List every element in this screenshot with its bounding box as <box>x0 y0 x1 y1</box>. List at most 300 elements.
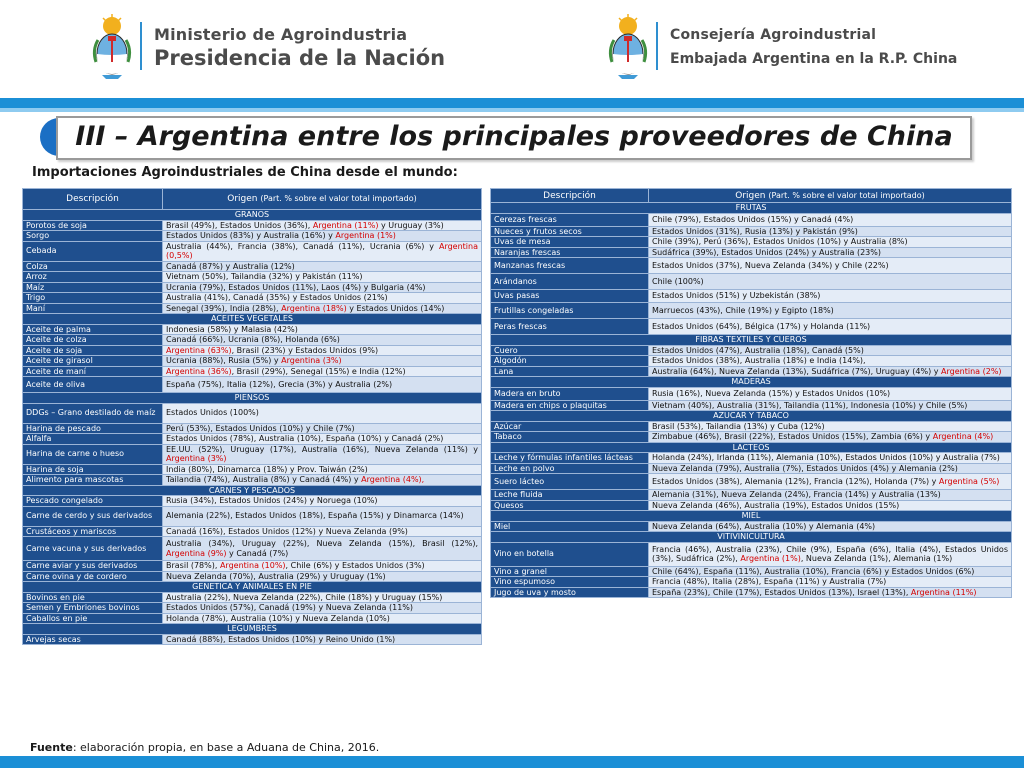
origin-cell <box>163 261 482 272</box>
origin-cell <box>163 324 482 335</box>
argentina-share: Argentina (5%) <box>938 476 1000 486</box>
argentina-share: Argentina (36%) <box>166 366 232 376</box>
origin-text: Marruecos (43%), Chile (19%) y Egipto (18%) <box>652 305 834 315</box>
origin-cell <box>163 403 482 423</box>
origin-cell <box>649 237 1012 248</box>
source-footnote <box>30 741 379 754</box>
product-cell: Lana <box>491 366 649 377</box>
product-cell: Jugo de uva y mosto <box>491 587 649 598</box>
product-cell: Alfalfa <box>23 434 163 445</box>
table-row <box>491 237 1012 248</box>
section-title: LEGUMBRES <box>23 624 482 635</box>
origin-text: España (23%), Chile (17%), Estados Unidos (13%), Israel (13%), <box>652 587 911 597</box>
origin-text: Estados Unidos (51%) y Uzbekistán (38%) <box>652 291 821 301</box>
product-cell: Harina de pescado <box>23 423 163 434</box>
product-cell: Vino en botella <box>491 542 649 566</box>
origin-cell <box>163 464 482 475</box>
origin-text: Nueva Zelanda (79%), Australia (7%), Estados Unidos (4%) y Alemania (2%) <box>652 463 958 473</box>
product-cell: Miel <box>491 521 649 532</box>
origin-text: Brasil (49%), Estados Unidos (36%), <box>166 220 313 230</box>
product-cell: Maní <box>23 303 163 314</box>
origin-cell <box>163 634 482 645</box>
table-row <box>23 282 482 293</box>
origin-text: Australia (34%), Uruguay (22%), Nueva Zelanda (15%), Brasil (12%), <box>166 539 478 548</box>
origin-header-note: (Part. % sobre el valor total importado) <box>768 190 925 200</box>
table-row <box>491 421 1012 432</box>
section-title: FIBRAS TEXTILES Y CUEROS <box>491 335 1012 346</box>
origin-text: Nueva Zelanda (46%), Australia (19%), Estados Unidos (15%) <box>652 500 900 510</box>
product-cell: Aceite de colza <box>23 335 163 346</box>
origin-cell <box>649 474 1012 490</box>
origin-text: Australia (64%), Nueva Zelanda (13%), Sudáfrica (7%), Uruguay (4%) y <box>652 366 942 376</box>
section-header <box>491 335 1012 346</box>
product-cell: Trigo <box>23 293 163 304</box>
product-cell: Semen y Embriones bovinos <box>23 603 163 614</box>
argentina-share: Argentina (4%), <box>361 475 425 484</box>
blue-band <box>0 98 1024 108</box>
origin-text: Zimbabue (46%), Brasil (22%), Estados Unidos (15%), Zambia (6%) y <box>652 432 933 441</box>
origin-cell <box>649 290 1012 303</box>
section-title: ACEITES VEGETALES <box>23 314 482 325</box>
section-header <box>23 314 482 325</box>
table-row <box>491 319 1012 335</box>
section-header <box>491 442 1012 453</box>
table-row <box>491 274 1012 290</box>
product-cell: Cerezas frescas <box>491 213 649 226</box>
origin-cell <box>163 272 482 283</box>
product-cell: Frutillas congeladas <box>491 303 649 319</box>
desc-header <box>491 189 649 203</box>
origin-text: Holanda (78%), Australia (10%) y Nueva Zelanda (10%) <box>166 613 390 623</box>
origin-cell <box>163 444 482 464</box>
origin-cell <box>163 613 482 624</box>
origin-text: , Brasil (29%), Senegal (15%) e India (12%) <box>231 366 406 376</box>
bottom-band <box>0 756 1024 768</box>
table-row <box>491 213 1012 226</box>
divider <box>140 22 142 70</box>
product-cell: Arvejas secas <box>23 634 163 645</box>
table-row <box>23 444 482 464</box>
origin-header <box>163 189 482 210</box>
product-cell: Azúcar <box>491 421 649 432</box>
product-cell: Quesos <box>491 500 649 511</box>
product-cell: Cuero <box>491 345 649 356</box>
origin-text: Alemania (22%), Estados Unidos (18%), España (15%) y Dinamarca (14%) <box>166 511 464 521</box>
table-row <box>23 526 482 537</box>
origin-text: , Nueva Zelanda (1%), Alemania (1%) <box>800 554 953 563</box>
origin-text: Rusia (16%), Nueva Zelanda (15%) y Estados Unidos (10%) <box>652 388 891 398</box>
origin-cell <box>649 521 1012 532</box>
origin-text: Estados Unidos (47%), Australia (18%), Canadá (5%) <box>652 345 864 355</box>
product-cell: DDGs – Grano destilado de maíz <box>23 403 163 423</box>
section-title: PIENSOS <box>23 393 482 404</box>
argentina-coat-of-arms-icon <box>606 14 650 80</box>
section-header <box>23 393 482 404</box>
table-row <box>491 500 1012 511</box>
table-row <box>491 366 1012 377</box>
argentina-share: Argentina (3%) <box>166 454 227 463</box>
table-row <box>23 561 482 572</box>
argentina-share: Argentina (2%) <box>941 366 1002 376</box>
origin-text: Chile (79%), Estados Unidos (15%) y Canadá (4%) <box>652 214 854 224</box>
table-row <box>491 474 1012 490</box>
origin-header-note: (Part. % sobre el valor total importado) <box>260 194 417 203</box>
table-row <box>491 453 1012 464</box>
section-header <box>491 203 1012 214</box>
origin-cell <box>649 303 1012 319</box>
desc-header-label: Descripción <box>543 190 596 201</box>
product-cell: Nueces y frutos secos <box>491 226 649 237</box>
table-row <box>491 290 1012 303</box>
origin-cell <box>649 213 1012 226</box>
origin-cell <box>649 258 1012 274</box>
origin-cell <box>163 423 482 434</box>
origin-text: EE.UU. (52%), Uruguay (17%), Australia (16%), Nueva Zelanda (11%) y <box>166 444 478 454</box>
argentina-share: Argentina (3%) <box>281 356 342 365</box>
section-header <box>23 624 482 635</box>
origin-text: Estados Unidos (83%) y Australia (16%) y <box>166 231 336 240</box>
source-text: : elaboración propia, en base a Aduana de China, 2016. <box>72 741 380 754</box>
product-cell: Aceite de girasol <box>23 356 163 367</box>
table-row <box>491 463 1012 474</box>
section-header <box>491 532 1012 543</box>
origin-text: Brasil (78%), <box>166 561 220 570</box>
origin-cell <box>163 571 482 582</box>
origin-cell <box>649 319 1012 335</box>
section-header <box>491 411 1012 422</box>
origin-text: Francia (48%), Italia (28%), España (11%) y Australia (7%) <box>652 577 887 586</box>
table-row <box>23 464 482 475</box>
origin-cell <box>163 220 482 231</box>
product-cell: Bovinos en pie <box>23 592 163 603</box>
origin-cell <box>163 475 482 486</box>
origin-text: Canadá (88%), Estados Unidos (10%) y Reino Unido (1%) <box>166 634 396 644</box>
product-cell: Crustáceos y mariscos <box>23 526 163 537</box>
origin-text: Estados Unidos (57%), Canadá (19%) y Nueva Zelanda (11%) <box>166 603 414 612</box>
product-cell: Madera en bruto <box>491 387 649 400</box>
product-cell: Sorgo <box>23 231 163 242</box>
origin-text: Chile (39%), Perú (36%), Estados Unidos (10%) y Australia (8%) <box>652 237 908 246</box>
table-row <box>23 475 482 486</box>
source-label: Fuente <box>30 741 73 754</box>
table-row <box>23 496 482 507</box>
origin-text: Nueva Zelanda (70%), Australia (29%) y Uruguay (1%) <box>166 571 386 581</box>
table-row <box>23 434 482 445</box>
table-row <box>491 521 1012 532</box>
origin-text: Ucrania (79%), Estados Unidos (11%), Laos (4%) y Bulgaria (4%) <box>166 282 426 292</box>
origin-text: y Estados Unidos (14%) <box>346 303 445 313</box>
table-row <box>491 587 1012 598</box>
origin-header <box>649 189 1012 203</box>
origin-cell <box>649 400 1012 411</box>
product-cell: Porotos de soja <box>23 220 163 231</box>
presidencia-line: Presidencia de la Nación <box>154 45 446 70</box>
product-cell: Manzanas frescas <box>491 258 649 274</box>
origin-cell <box>649 345 1012 356</box>
origin-cell <box>163 592 482 603</box>
origin-text: Sudáfrica (39%), Estados Unidos (24%) y Australia (23%) <box>652 247 881 257</box>
origin-text: Chile (100%) <box>652 276 704 286</box>
origin-text: Estados Unidos (64%), Bélgica (17%) y Holanda (11%) <box>652 321 871 331</box>
product-cell: Aceite de oliva <box>23 377 163 393</box>
section-title: MADERAS <box>491 377 1012 388</box>
table-row <box>23 293 482 304</box>
origin-text: Canadá (16%), Estados Unidos (12%) y Nueva Zelanda (9%) <box>166 526 408 536</box>
page-title: III – Argentina entre los principales proveedores de China <box>75 121 953 152</box>
table-row <box>491 387 1012 400</box>
table-row <box>23 261 482 272</box>
argentina-share: Argentina (0,5%) <box>166 241 478 260</box>
argentina-share: Argentina (10%) <box>219 561 286 570</box>
section-title: FRUTAS <box>491 203 1012 214</box>
argentina-share: Argentina (18%) <box>281 303 347 313</box>
desc-header-label: Descripción <box>66 194 119 204</box>
section-header <box>23 582 482 593</box>
table-row <box>23 423 482 434</box>
origin-cell <box>163 496 482 507</box>
origin-text: Estados Unidos (38%), Alemania (12%), Francia (12%), Holanda (7%) y <box>652 476 939 486</box>
divider <box>656 22 658 70</box>
origin-text: Holanda (24%), Irlanda (11%), Alemania (10%), Estados Unidos (10%) y Australia (7%) <box>652 453 1000 462</box>
origin-text: Ucrania (88%), Rusia (5%) y <box>166 356 282 365</box>
origin-text: Estados Unidos (78%), Australia (10%), España (10%) y Canadá (2%) <box>166 434 444 443</box>
table-row <box>491 226 1012 237</box>
table-row <box>23 366 482 377</box>
product-cell: Aceite de palma <box>23 324 163 335</box>
origin-text: Australia (22%), Nueva Zelanda (22%), Chile (18%) y Uruguay (15%) <box>166 592 443 602</box>
origin-cell <box>649 566 1012 577</box>
product-cell: Carne de cerdo y sus derivados <box>23 506 163 526</box>
argentina-share: Argentina (1%) <box>740 554 801 563</box>
origin-cell <box>649 421 1012 432</box>
origin-cell <box>649 226 1012 237</box>
product-cell: Colza <box>23 261 163 272</box>
product-cell: Vino a granel <box>491 566 649 577</box>
product-cell: Aceite de soja <box>23 345 163 356</box>
product-cell: Naranjas frescas <box>491 247 649 258</box>
argentina-share: Argentina (1%) <box>335 231 396 240</box>
table-row <box>23 356 482 367</box>
origin-text: Estados Unidos (37%), Nueva Zelanda (34%) y Chile (22%) <box>652 260 889 270</box>
product-cell: Arándanos <box>491 274 649 290</box>
table-row <box>23 220 482 231</box>
origin-text: , Chile (6%) y Estados Unidos (3%) <box>285 561 425 570</box>
product-cell: Leche en polvo <box>491 463 649 474</box>
ministerio-logo <box>90 14 445 80</box>
origin-cell <box>649 274 1012 290</box>
section-title: GRANOS <box>23 210 482 221</box>
right-imports-table <box>490 188 1012 598</box>
left-imports-table <box>22 188 482 645</box>
product-cell: Leche y fórmulas infantiles lácteas <box>491 453 649 464</box>
origin-text: Rusia (34%), Estados Unidos (24%) y Noruega (10%) <box>166 496 378 505</box>
origin-cell <box>163 303 482 314</box>
origin-header-label: Origen <box>735 190 766 201</box>
section-header <box>23 210 482 221</box>
origin-cell <box>163 356 482 367</box>
product-cell: Madera en chips o plaquitas <box>491 400 649 411</box>
origin-text: Estados Unidos (100%) <box>166 408 259 418</box>
table-row <box>491 258 1012 274</box>
product-cell: Maíz <box>23 282 163 293</box>
embajada-line: Embajada Argentina en la R.P. China <box>670 51 958 67</box>
product-cell: Tabaco <box>491 432 649 443</box>
origin-cell <box>649 587 1012 598</box>
table-row <box>23 377 482 393</box>
table-row <box>491 356 1012 367</box>
product-cell: Vino espumoso <box>491 577 649 588</box>
product-cell: Cebada <box>23 241 163 261</box>
origin-text: y Uruguay (3%) <box>378 220 444 230</box>
origin-cell <box>649 542 1012 566</box>
origin-header-label: Origen <box>227 194 258 204</box>
argentina-share: Argentina (9%) <box>166 548 227 558</box>
origin-cell <box>163 526 482 537</box>
origin-text: Indonesia (58%) y Malasia (42%) <box>166 324 298 334</box>
product-cell: Harina de carne o hueso <box>23 444 163 464</box>
product-cell: Carne vacuna y sus derivados <box>23 537 163 561</box>
origin-cell <box>163 561 482 572</box>
origin-text: Nueva Zelanda (64%), Australia (10%) y Alemania (4%) <box>652 521 876 531</box>
product-cell: Pescado congelado <box>23 496 163 507</box>
table-row <box>23 231 482 242</box>
origin-text: Estados Unidos (38%), Australia (18%) e India (14%), <box>652 356 866 365</box>
argentina-share: Argentina (4%) <box>932 432 994 441</box>
table-row <box>23 335 482 346</box>
table-row <box>23 403 482 423</box>
origin-cell <box>163 366 482 377</box>
origin-text: Senegal (39%), India (28%), <box>166 303 282 313</box>
section-title: AZUCAR Y TABACO <box>491 411 1012 422</box>
origin-text: Australia (44%), Francia (38%), Canadá (11%), Ucrania (6%) y <box>166 241 439 251</box>
origin-text: Vietnam (50%), Tailandia (32%) y Pakistán (11%) <box>166 272 363 281</box>
desc-header <box>23 189 163 210</box>
product-cell: Aceite de maní <box>23 366 163 377</box>
section-title: VITIVINICULTURA <box>491 532 1012 543</box>
table-row <box>491 247 1012 258</box>
product-cell: Carne ovina y de cordero <box>23 571 163 582</box>
origin-text: Alemania (31%), Nueva Zelanda (24%), Francia (14%) y Australia (13%) <box>652 490 941 499</box>
table-row <box>23 303 482 314</box>
origin-cell <box>163 345 482 356</box>
consejeria-logo <box>606 14 957 80</box>
product-cell: Carne aviar y sus derivados <box>23 561 163 572</box>
origin-cell <box>163 293 482 304</box>
origin-text: Chile (64%), España (11%), Australia (10%), Francia (6%) y Estados Unidos (6%) <box>652 566 975 576</box>
product-cell: Arroz <box>23 272 163 283</box>
origin-cell <box>649 247 1012 258</box>
title-box <box>56 116 972 160</box>
light-blue-band <box>0 108 1024 112</box>
table-row <box>23 272 482 283</box>
product-cell: Harina de soja <box>23 464 163 475</box>
argentina-share: Argentina (11%) <box>910 587 977 597</box>
product-cell: Peras frescas <box>491 319 649 335</box>
table-row <box>491 303 1012 319</box>
table-row <box>23 241 482 261</box>
origin-text: Perú (53%), Estados Unidos (10%) y Chile (7%) <box>166 423 355 433</box>
table-row <box>491 400 1012 411</box>
origin-text: y Canadá (7%) <box>226 548 289 558</box>
section-header <box>491 377 1012 388</box>
origin-text: India (80%), Dinamarca (18%) y Prov. Taiwán (2%) <box>166 464 368 474</box>
product-cell: Uvas pasas <box>491 290 649 303</box>
table-row <box>23 324 482 335</box>
origin-text: España (75%), Italia (12%), Grecia (3%) y Australia (2%) <box>166 379 393 389</box>
table-row <box>491 490 1012 501</box>
origin-cell <box>649 387 1012 400</box>
ministerio-line: Ministerio de Agroindustria <box>154 24 408 44</box>
origin-text: , Brasil (23%) y Estados Unidos (9%) <box>231 345 379 355</box>
table-row <box>23 592 482 603</box>
origin-cell <box>163 335 482 346</box>
product-cell: Uvas de mesa <box>491 237 649 248</box>
argentina-share: Argentina (63%) <box>166 345 232 355</box>
origin-cell <box>163 282 482 293</box>
table-row <box>23 603 482 614</box>
origin-text: Tailandia (74%), Australia (8%) y Canadá (4%) y <box>166 475 362 484</box>
origin-cell <box>163 377 482 393</box>
origin-cell <box>649 453 1012 464</box>
origin-text: Canadá (66%), Ucrania (8%), Holanda (6%) <box>166 335 340 344</box>
table-row <box>23 506 482 526</box>
product-cell: Algodón <box>491 356 649 367</box>
table-row <box>491 566 1012 577</box>
table-row <box>491 345 1012 356</box>
table-row <box>23 634 482 645</box>
section-title: GENETICA Y ANIMALES EN PIE <box>23 582 482 593</box>
origin-cell <box>163 231 482 242</box>
argentina-share: Argentina (11%) <box>312 220 379 230</box>
origin-cell <box>649 463 1012 474</box>
origin-cell <box>649 577 1012 588</box>
origin-cell <box>649 432 1012 443</box>
origin-cell <box>649 366 1012 377</box>
origin-cell <box>163 241 482 261</box>
origin-cell <box>163 603 482 614</box>
page-subtitle: Importaciones Agroindustriales de China desde el mundo: <box>32 165 458 180</box>
table-row <box>23 613 482 624</box>
origin-cell <box>649 500 1012 511</box>
product-cell: Alimento para mascotas <box>23 475 163 486</box>
consejeria-line: Consejería Agroindustrial <box>670 27 877 43</box>
origin-cell <box>649 490 1012 501</box>
table-row <box>491 542 1012 566</box>
table-row <box>491 577 1012 588</box>
origin-cell <box>649 356 1012 367</box>
origin-cell <box>163 434 482 445</box>
origin-text: Vietnam (40%), Australia (31%), Tailandia (11%), Indonesia (10%) y Chile (5%) <box>652 400 968 410</box>
argentina-coat-of-arms-icon <box>90 14 134 80</box>
product-cell: Suero lácteo <box>491 474 649 490</box>
origin-text: Australia (41%), Canadá (35%) y Estados Unidos (21%) <box>166 293 388 302</box>
origin-text: Canadá (87%) y Australia (12%) <box>166 261 295 271</box>
product-cell: Leche fluida <box>491 490 649 501</box>
origin-cell <box>163 537 482 561</box>
origin-text: Brasil (53%), Tailandia (13%) y Cuba (12%) <box>652 421 825 431</box>
section-title: MIEL <box>491 511 1012 522</box>
table-row <box>491 432 1012 443</box>
table-row <box>23 345 482 356</box>
origin-text: Francia (46%), Australia (23%), Chile (9%), España (6%), Italia (4%), Estados Unidos (3%), Sudáfrica (2%), <box>652 544 1008 563</box>
origin-text: Estados Unidos (31%), Rusia (13%) y Pakistán (9%) <box>652 226 858 236</box>
section-header <box>23 485 482 496</box>
section-header <box>491 511 1012 522</box>
section-title: LACTEOS <box>491 442 1012 453</box>
table-row <box>23 571 482 582</box>
product-cell: Caballos en pie <box>23 613 163 624</box>
table-row <box>23 537 482 561</box>
